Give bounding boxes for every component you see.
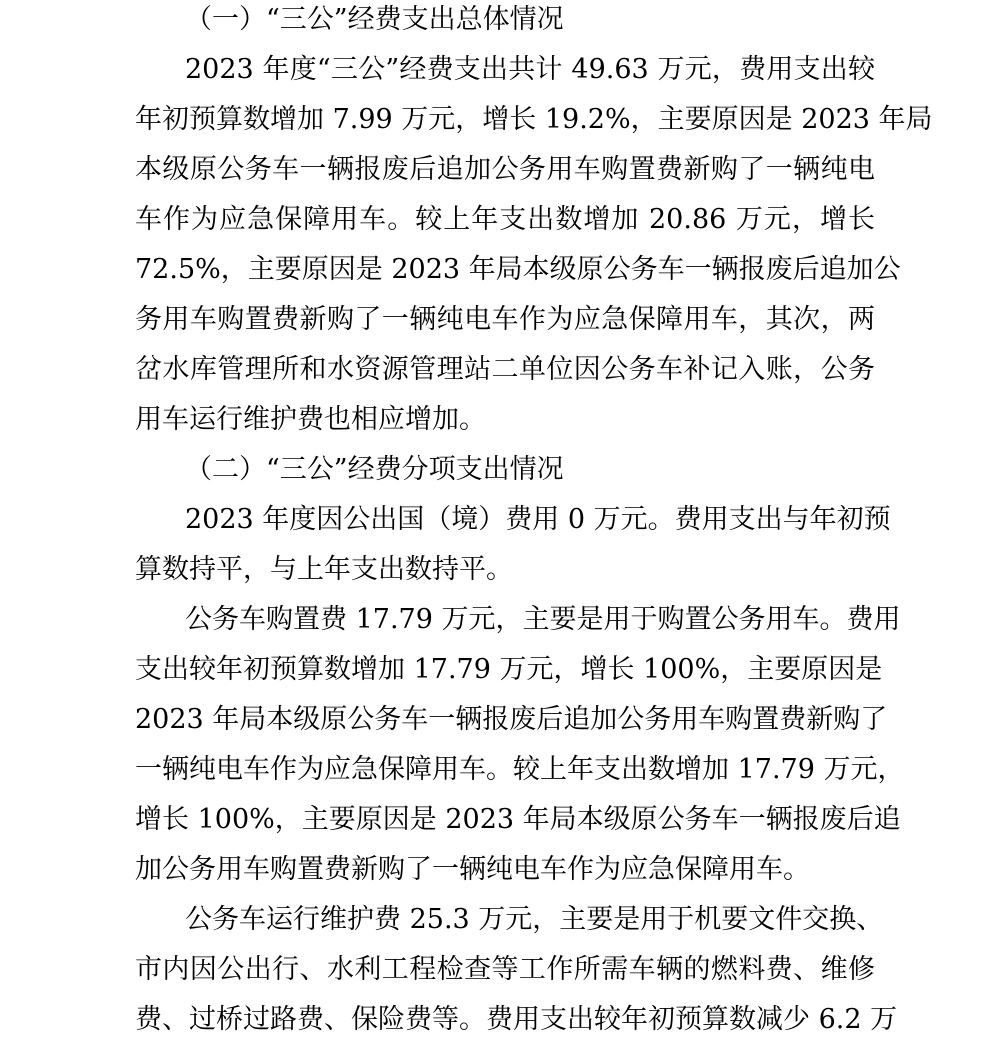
paragraph-line: 72.5%，主要原因是 2023 年局本级原公务车一辆报废后追加公 [135,254,901,285]
paragraph-line: 年初预算数增加 7.99 万元，增长 19.2%，主要原因是 2023 年局 [135,104,933,135]
paragraph-line: 公务车运行维护费 25.3 万元，主要是用于机要文件交换、 [185,904,884,935]
paragraph-line: 增长 100%，主要原因是 2023 年局本级原公务车一辆报废后追 [135,804,901,835]
paragraph-line: 公务车购置费 17.79 万元，主要是用于购置公务用车。费用 [185,604,901,635]
paragraph-line: 岔水库管理所和水资源管理站二单位因公务车补记入账，公务 [135,354,875,385]
paragraph-line: 支出较年初预算数增加 17.79 万元，增长 100%，主要原因是 [135,654,883,685]
paragraph-line: 算数持平，与上年支出数持平。 [135,554,513,585]
paragraph-line: 市内因公出行、水利工程检查等工作所需车辆的燃料费、维修 [135,954,875,985]
paragraph-line: 一辆纯电车作为应急保障用车。较上年支出数增加 17.79 万元， [135,754,905,785]
paragraph-line: 加公务用车购置费新购了一辆纯电车作为应急保障用车。 [135,854,810,885]
paragraph-line: 用车运行维护费也相应增加。 [135,404,486,435]
section-heading-2: （二）“三公”经费分项支出情况 [185,454,564,485]
paragraph-line: 2023 年度因公出国（境）费用 0 万元。费用支出与年初预 [185,504,891,535]
paragraph-line: 2023 年局本级原公务车一辆报废后追加公务用车购置费新购了 [135,704,888,735]
section-heading-1: （一）“三公”经费支出总体情况 [185,4,564,35]
paragraph-line: 2023 年度“三公”经费支出共计 49.63 万元，费用支出较 [185,54,875,85]
paragraph-line: 费、过桥过路费、保险费等。费用支出较年初预算数减少 6.2 万 [135,1004,898,1035]
paragraph-line: 车作为应急保障用车。较上年支出数增加 20.86 万元，增长 [135,204,875,235]
paragraph-line: 本级原公务车一辆报废后追加公务用车购置费新购了一辆纯电 [135,154,875,185]
paragraph-line: 务用车购置费新购了一辆纯电车作为应急保障用车，其次，两 [135,304,875,335]
